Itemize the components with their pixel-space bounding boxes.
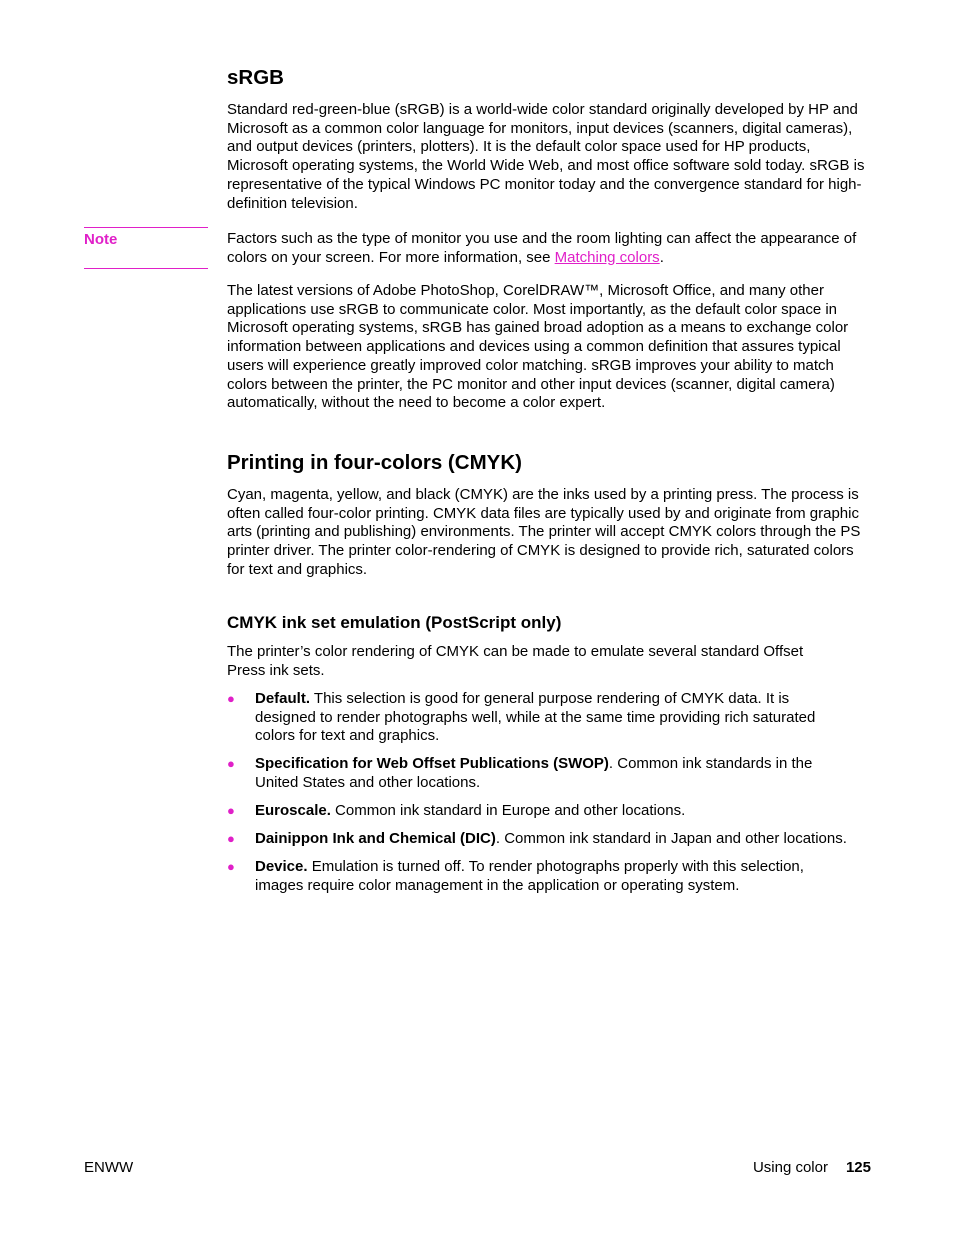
list-item-device: [227, 858, 845, 895]
srgb-paragraph-2: The latest versions of Adobe PhotoShop, CorelDRAW™, Microsoft Office, and many other applications use sRGB to communicate color. Most importantly, as the default color space in Microsoft operating systems, sRGB has gained broad adoption as a means to exchange color information between applications and devices using a common definition that assures typical users will experience greatly improved color matching. sRGB improves your ability to match colors between the printer, the PC monitor and other input devices (scanner, digital camera) automatically, without the need to become a color expert.: [227, 282, 849, 412]
emulation-paragraph: The printer’s color rendering of CMYK can be made to emulate several standard Offset Press ink sets.: [227, 643, 804, 679]
note-text-after: .: [659, 248, 664, 266]
list-item-text: . Common ink standard in Japan and other locations.: [495, 830, 847, 848]
list-item-text: Emulation is turned off. To render photographs properly with this selection, images require color management in the application or operating system.: [255, 857, 804, 894]
footer-section: Using color: [752, 1159, 828, 1176]
bullet-icon: ●: [227, 831, 235, 847]
note-text: [227, 230, 872, 267]
matching-colors-link[interactable]: Matching colors: [554, 248, 660, 266]
list-item-term: Specification for Web Offset Publications (SWOP): [255, 755, 609, 773]
ink-set-list: [227, 690, 875, 895]
cmyk-paragraph: Cyan, magenta, yellow, and black (CMYK) are the inks used by a printing press. The process is often called four-color printing. CMYK data files are typically used by and originate from graphic arts (printing and publishing) environments. The printer will accept CMYK colors through the PS printer driver. The printer color-rendering of CMYK is designed to provide rich, saturated colors for text and graphics.: [227, 486, 861, 578]
note-top-rule: [84, 227, 208, 228]
list-item-swop: [227, 755, 825, 792]
list-item-dic: [227, 830, 875, 849]
list-item-text: . Common ink standards in the United States and other locations.: [255, 755, 813, 791]
list-item-term: Default.: [255, 690, 311, 707]
list-item-text: Common ink standard in Europe and other locations.: [330, 801, 686, 819]
page-number: 125: [845, 1159, 871, 1176]
srgb-paragraph: Standard red-green-blue (sRGB) is a world-wide color standard originally developed by HP and Microsoft as a common color language for monitors, input devices (scanners, digital cameras), and output devices (printers, plotters). It is the default color space used for HP products, Microsoft operating systems, the World Wide Web, and most office software sold today. sRGB is representative of the typical Windows PC monitor today and the convergence standard for high-definition television.: [227, 101, 865, 212]
footer-page-info: [753, 1159, 871, 1177]
list-item-term: Device.: [255, 857, 308, 875]
footer-edition: ENWW: [84, 1159, 134, 1176]
cmyk-heading: Printing in four-colors (CMYK): [227, 451, 522, 474]
bullet-icon: ●: [227, 802, 235, 818]
bullet-icon: ●: [227, 756, 235, 772]
list-item-term: Dainippon Ink and Chemical (DIC): [255, 830, 496, 848]
note-text-before: Factors such as the type of monitor you use and the room lighting can affect the appearance of colors on your screen. For more information, see: [227, 230, 857, 266]
list-item-default: [227, 690, 845, 746]
list-item-term: Euroscale.: [255, 801, 331, 819]
list-item-text: This selection is good for general purpose rendering of CMYK data. It is designed to render photographs well, while at the same time providing rich saturated colors for text and graphics.: [255, 690, 816, 745]
emulation-heading: CMYK ink set emulation (PostScript only): [227, 613, 562, 632]
note-label: Note: [84, 231, 118, 248]
bullet-icon: ●: [227, 858, 235, 874]
bullet-icon: ●: [227, 691, 235, 706]
note-bottom-rule: [84, 268, 208, 269]
srgb-heading: sRGB: [227, 66, 284, 89]
list-item-euroscale: [227, 802, 875, 821]
